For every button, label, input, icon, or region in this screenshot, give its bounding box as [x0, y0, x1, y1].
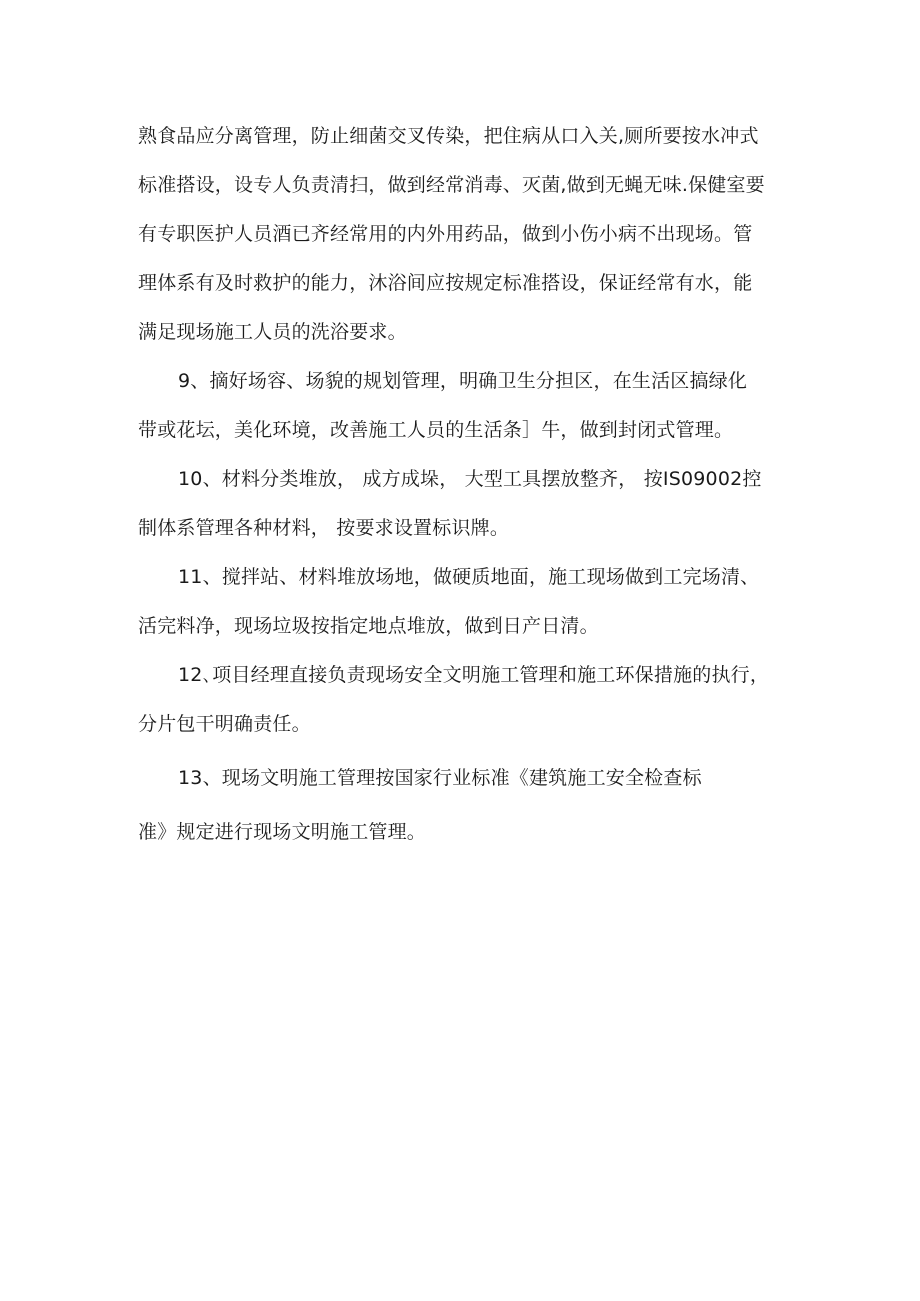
text-line: 熟食品应分离管理，防止细菌交叉传染，把住病从口入关,厕所要按水冲式 — [138, 125, 759, 147]
paragraph-12-line: 12､项目经理直接负责现场安全文明施工管理和施工环保措施的执行， — [178, 664, 770, 686]
text-line: 准》规定进行现场文明施工管理。 — [138, 821, 427, 843]
paragraph-10-line: 10、材料分类堆放， 成方成垛， 大型工具摆放整齐， 按IS09002控 — [178, 468, 762, 490]
text-line: 活完料净，现场垃圾按指定地点堆放，做到日产日清。 — [138, 615, 599, 637]
text-line: 标准搭设，设专人负责清扫，做到经常消毒、灭菌,做到无蝇无味.保健室要 — [138, 174, 765, 196]
text-line: 分片包干明确责任。 — [138, 713, 311, 735]
paragraph-11-line: 11、搅拌站、材料堆放场地，做硬质地面，施工现场做到工完场清、 — [178, 566, 760, 588]
text-line: 有专职医护人员酒已齐经常用的内外用药品，做到小伤小病不出现场。管 — [138, 223, 753, 245]
text-line: 理体系有及时救护的能力，沐浴间应按规定标准搭设，保证经常有水，能 — [138, 272, 753, 294]
text-line: 带或花坛，美化环境，改善施工人员的生活条］牛，做到封闭式管理。 — [138, 419, 734, 441]
text-line: 满足现场施工人员的洗浴要求。 — [138, 321, 407, 343]
paragraph-13-line: 13、现场文明施工管理按国家行业标准《建筑施工安全检查标 — [178, 767, 702, 789]
paragraph-9-line: 9、摘好场容、场貌的规划管理，明确卫生分担区，在生活区搞绿化 — [178, 370, 748, 392]
text-line: 制体系管理各种材料， 按要求设置标识牌。 — [138, 517, 510, 539]
